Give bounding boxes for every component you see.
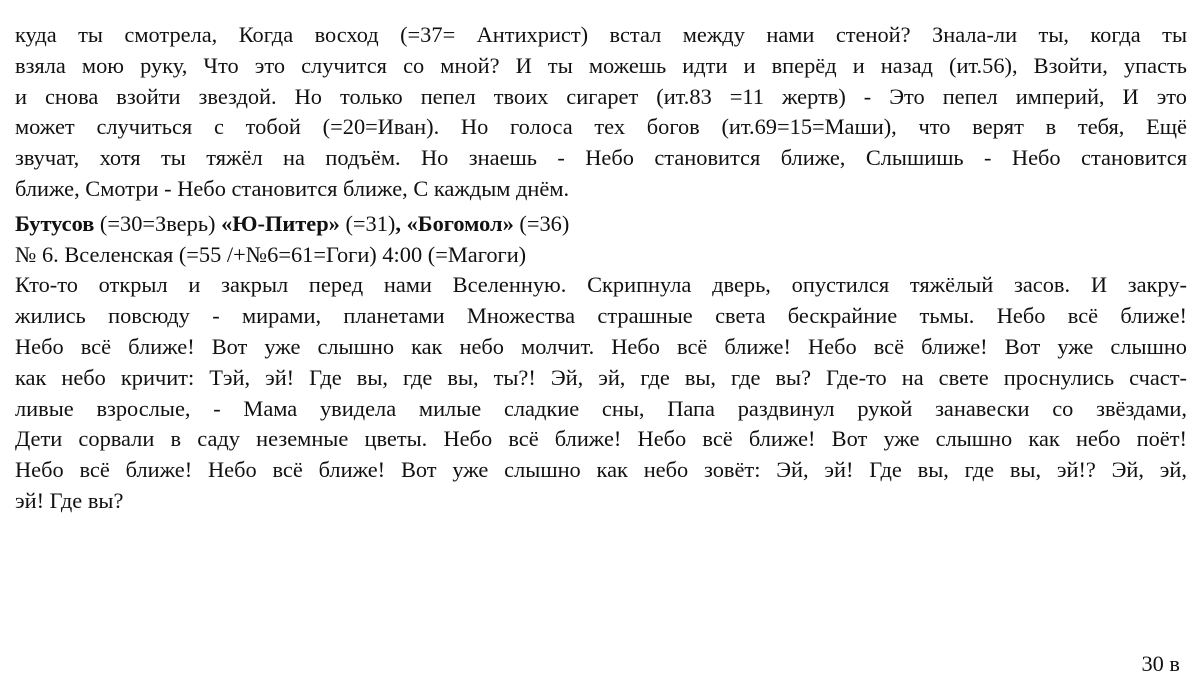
album-credits — [15, 209, 1187, 240]
lyrics-line: ближе, Смотри - Небо становится ближе, С каждым днём. — [15, 175, 570, 201]
credits-separator: , — [395, 210, 407, 236]
lyrics-line: Небо всё ближе! Небо всё ближе! Вот уже слышно как небо зовёт: Эй, эй! Где вы, где вы, эй!? Эй, эй, — [15, 457, 1187, 483]
lyrics-line: и снова взойти звездой. Но только пепел твоих сигарет (ит.83 =11 жертв) - Это пепел империй, И это — [15, 83, 1187, 109]
lyrics-line: может случиться с тобой (=20=Иван). Но голоса тех богов (ит.69=15=Маши), что верят в тебя, Ещё — [15, 114, 1187, 140]
previous-song-lyrics — [15, 20, 1187, 205]
lyrics-line: взяла мою руку, Что это случится со мной? И ты можешь идти и вперёд и назад (ит.56), Взойти, упасть — [15, 52, 1187, 78]
band-name: «Ю-Питер» — [221, 210, 340, 236]
lyrics-line: Кто-то открыл и закрыл перед нами Вселенную. Скрипнула дверь, опустился тяжёлый засов. И закру- — [15, 272, 1187, 298]
artist-note: (=30=Зверь) — [94, 210, 222, 236]
lyrics-line: ливые взрослые, - Мама увидела милые сладкие сны, Папа раздвинул рукой занавески со звёздами, — [15, 395, 1187, 421]
album-name: «Богомол» — [406, 210, 514, 236]
lyrics-line: Дети сорвали в саду неземные цветы. Небо всё ближе! Небо всё ближе! Вот уже слышно как небо поёт! — [15, 426, 1187, 452]
album-note: (=36) — [513, 210, 570, 236]
lyrics-line: жились повсюду - мирами, планетами Множества страшные света бескрайние тьмы. Небо всё ближе! — [15, 303, 1187, 329]
lyrics-line: эй! Где вы? — [15, 487, 124, 513]
song-lyrics — [15, 270, 1187, 516]
lyrics-line: Небо всё ближе! Вот уже слышно как небо молчит. Небо всё ближе! Небо всё ближе! Вот уже слышно — [15, 333, 1187, 359]
lyrics-line: как небо кричит: Тэй, эй! Где вы, где вы, ты?! Эй, эй, где вы, где вы? Где-то на свете проснулись счаст- — [15, 364, 1187, 390]
band-note: (=31) — [339, 210, 396, 236]
track-title: № 6. Вселенская (=55 /+№6=61=Гоги) 4:00 (=Магоги) — [15, 241, 527, 267]
page-number: 30 в — [1141, 651, 1180, 676]
document-page — [15, 20, 1187, 517]
lyrics-line: куда ты смотрела, Когда восход (=37= Антихрист) встал между нами стеной? Знала-ли ты, когда ты — [15, 22, 1187, 47]
lyrics-line: звучат, хотя ты тяжёл на подъём. Но знаешь - Небо становится ближе, Слышишь - Небо становится — [15, 145, 1187, 171]
artist-name: Бутусов — [15, 210, 95, 236]
